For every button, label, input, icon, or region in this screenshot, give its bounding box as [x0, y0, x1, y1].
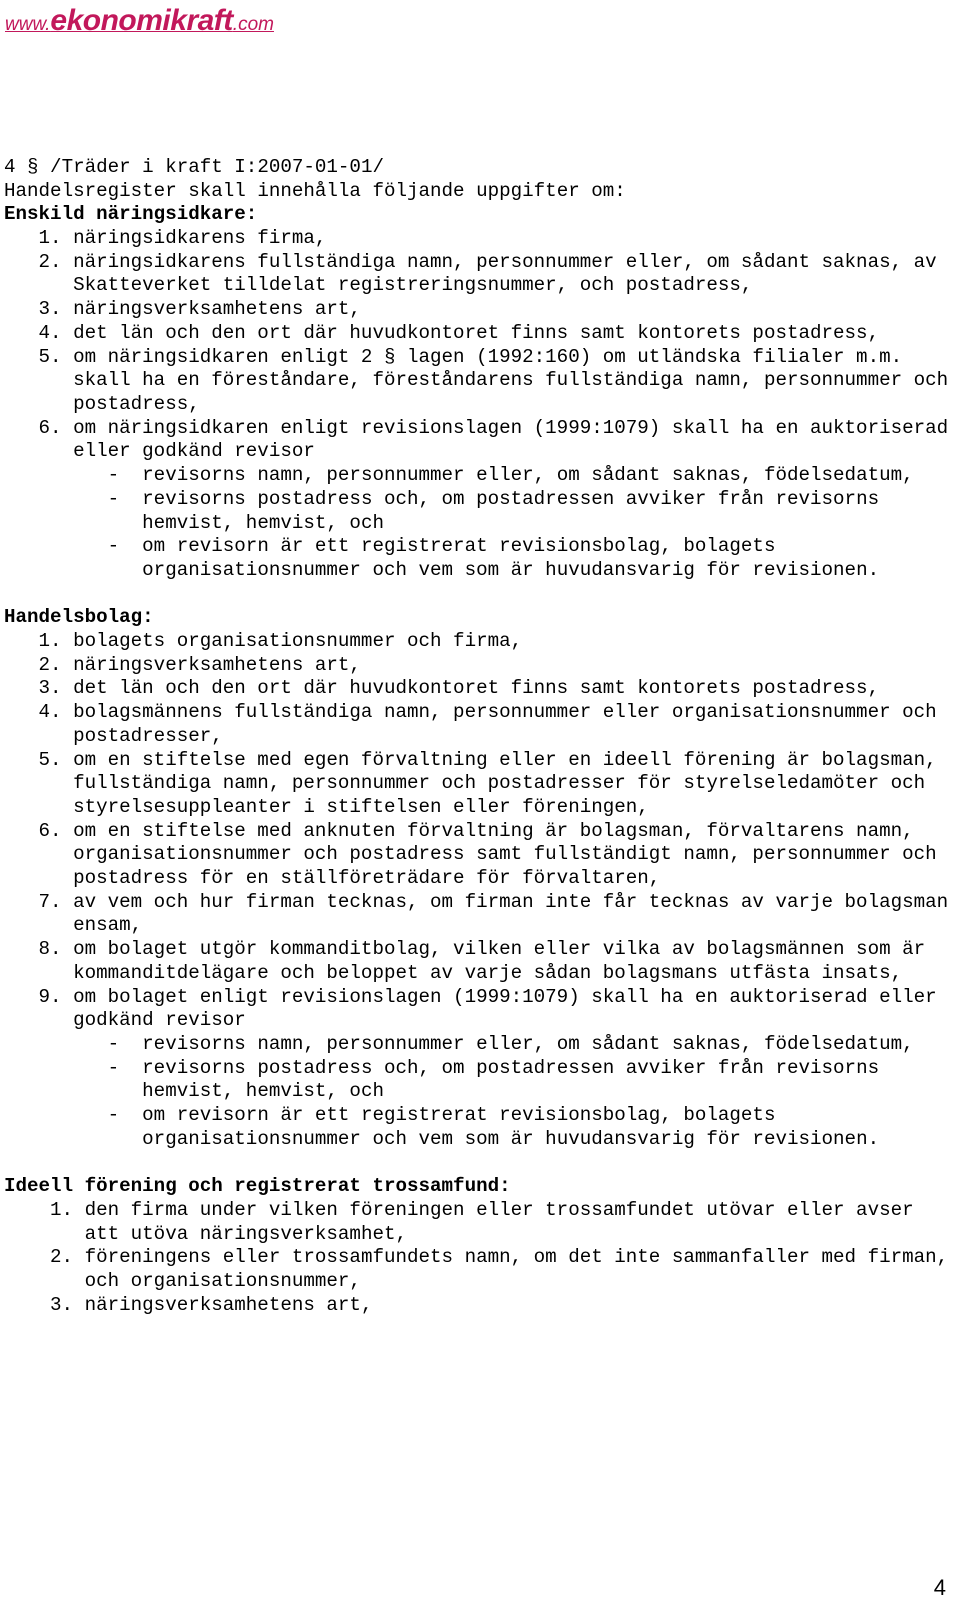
- sub-list-item-text: om revisorn är ett registrerat revisionsbolag, bolagets organisationsnummer och vem som är huvudansvarig för revisionen.: [142, 535, 880, 581]
- list-item-number: 9.: [38, 985, 74, 1008]
- list-item-text: om näringsidkaren enligt 2 § lagen (1992:160) om utländska filialer m.m. skall ha en föreståndare, föreståndarens fullständiga namn, personnummer och postadress,: [73, 345, 949, 415]
- list-item-text: näringsverksamhetens art,: [84, 1293, 373, 1316]
- enskild-list: [4, 227, 954, 583]
- list-item-text: föreningens eller trossamfundets namn, om det inte sammanfaller med firman, och organisationsnummer,: [84, 1246, 949, 1292]
- list-item: [4, 1246, 954, 1293]
- list-item: [4, 417, 954, 464]
- list-item: [4, 701, 954, 748]
- list-item-number: 2.: [38, 250, 74, 273]
- list-item: [4, 346, 954, 417]
- list-item-text: av vem och hur firman tecknas, om firman inte får tecknas av varje bolagsman ensam,: [73, 890, 949, 937]
- list-item: [4, 298, 954, 322]
- list-item-text: bolagsmännens fullständiga namn, personnummer eller organisationsnummer och postadresser,: [73, 701, 937, 747]
- list-item-text: om en stiftelse med egen förvaltning eller en ideell förening är bolagsman, fullständiga namn, personnummer och postadresser för styrelseledamöter och styrelsesuppleanter i stiftelsen eller föreningen,: [73, 748, 937, 818]
- ideell-list: [4, 1199, 954, 1318]
- dash-bullet: -: [107, 1056, 143, 1079]
- dash-bullet: -: [107, 1104, 143, 1127]
- list-item-text: den firma under vilken föreningen eller trossamfundet utövar eller avser att utöva näringsverksamhet,: [84, 1198, 914, 1245]
- sub-list-item-text: revisorns postadress och, om postadressen avviker från revisorns hemvist, hemvist, och: [142, 1056, 880, 1103]
- list-item: [4, 1199, 954, 1246]
- page-number: 4: [933, 1575, 946, 1600]
- list-item-number: 3.: [38, 298, 74, 321]
- ideell-title: Ideell förening och registrerat trossamfund:: [4, 1175, 511, 1198]
- list-item-number: 4.: [38, 321, 74, 344]
- logo-tld: .com: [232, 14, 274, 35]
- sub-list-item: [4, 464, 954, 488]
- list-item: [4, 891, 954, 938]
- dash-bullet: -: [107, 535, 143, 558]
- list-item-text: näringsidkarens fullständiga namn, personnummer eller, om sådant saknas, av Skatteverket tilldelat registreringsnummer, och postadress,: [73, 250, 937, 297]
- logo-brand: ekonomikraft: [50, 4, 233, 37]
- list-item-number: 1.: [38, 227, 74, 250]
- list-item: [4, 322, 954, 346]
- sub-list-item-text: revisorns postadress och, om postadressen avviker från revisorns hemvist, hemvist, och: [142, 487, 880, 534]
- list-item-number: 2.: [38, 653, 74, 676]
- list-item: [4, 938, 954, 985]
- list-item-number: 6.: [38, 819, 74, 842]
- list-item: [4, 251, 954, 298]
- site-logo-link[interactable]: [5, 4, 274, 38]
- list-item-number: 2.: [50, 1246, 85, 1269]
- list-item: [4, 820, 954, 891]
- list-item-text: näringsverksamhetens art,: [73, 653, 361, 676]
- list-item-text: det län och den ort där huvudkontoret finns samt kontorets postadress,: [73, 321, 880, 344]
- sub-list-item: [4, 1033, 954, 1057]
- dash-bullet: -: [107, 464, 143, 487]
- list-item-number: 3.: [50, 1293, 85, 1316]
- list-item-number: 1.: [38, 629, 74, 652]
- sub-list-item-text: revisorns namn, personnummer eller, om sådant saknas, födelsedatum,: [142, 464, 914, 487]
- list-item-number: 6.: [38, 416, 74, 439]
- list-item-text: om en stiftelse med anknuten förvaltning är bolagsman, förvaltarens namn, organisationsnummer och postadress samt fullständigt namn, personnummer och postadress för en ställföreträdare för förvaltaren,: [73, 819, 937, 890]
- list-item-number: 1.: [50, 1198, 85, 1221]
- list-item-number: 5.: [38, 345, 74, 368]
- list-item-number: 4.: [38, 701, 74, 724]
- list-item-text: om näringsidkaren enligt revisionslagen (1999:1079) skall ha en auktoriserad eller godkänd revisor: [73, 416, 949, 463]
- list-item-number: 7.: [38, 890, 74, 913]
- list-item: [4, 654, 954, 678]
- handelsbolag-title: Handelsbolag:: [4, 606, 154, 629]
- enskild-title: Enskild näringsidkare:: [4, 203, 258, 226]
- list-item: [4, 227, 954, 251]
- list-item-text: det län och den ort där huvudkontoret finns samt kontorets postadress,: [73, 677, 880, 700]
- dash-bullet: -: [107, 1032, 143, 1055]
- sub-list-item: [4, 1057, 954, 1104]
- list-item-number: 3.: [38, 677, 74, 700]
- sub-list-item-text: revisorns namn, personnummer eller, om sådant saknas, födelsedatum,: [142, 1032, 914, 1055]
- list-item-text: om bolaget utgör kommanditbolag, vilken eller vilka av bolagsmännen som är kommanditdelägare och beloppet av varje sådan bolagsmans utfästa insats,: [73, 938, 926, 984]
- intro-text: Handelsregister skall innehålla följande uppgifter om:: [4, 179, 626, 202]
- sub-list-item: [4, 1104, 954, 1151]
- sub-list-item: [4, 535, 954, 582]
- logo-www: www.: [5, 14, 51, 35]
- list-item: [4, 986, 954, 1033]
- list-item-number: 5.: [38, 748, 74, 771]
- list-item: [4, 677, 954, 701]
- document-body: [4, 156, 954, 1317]
- list-item: [4, 630, 954, 654]
- list-item-number: 8.: [38, 938, 74, 961]
- dash-bullet: -: [107, 487, 143, 510]
- list-item: [4, 1294, 954, 1318]
- list-item-text: näringsidkarens firma,: [73, 227, 327, 250]
- handelsbolag-list: [4, 630, 954, 1151]
- sub-list-item-text: om revisorn är ett registrerat revisionsbolag, bolagets organisationsnummer och vem som är huvudansvarig för revisionen.: [142, 1104, 880, 1150]
- list-item-text: om bolaget enligt revisionslagen (1999:1079) skall ha en auktoriserad eller godkänd revisor: [73, 985, 937, 1032]
- section-heading: 4 § /Träder i kraft I:2007-01-01/: [4, 156, 384, 178]
- list-item: [4, 749, 954, 820]
- list-item-text: bolagets organisationsnummer och firma,: [73, 629, 523, 652]
- sub-list-item: [4, 488, 954, 535]
- list-item-text: näringsverksamhetens art,: [73, 298, 361, 321]
